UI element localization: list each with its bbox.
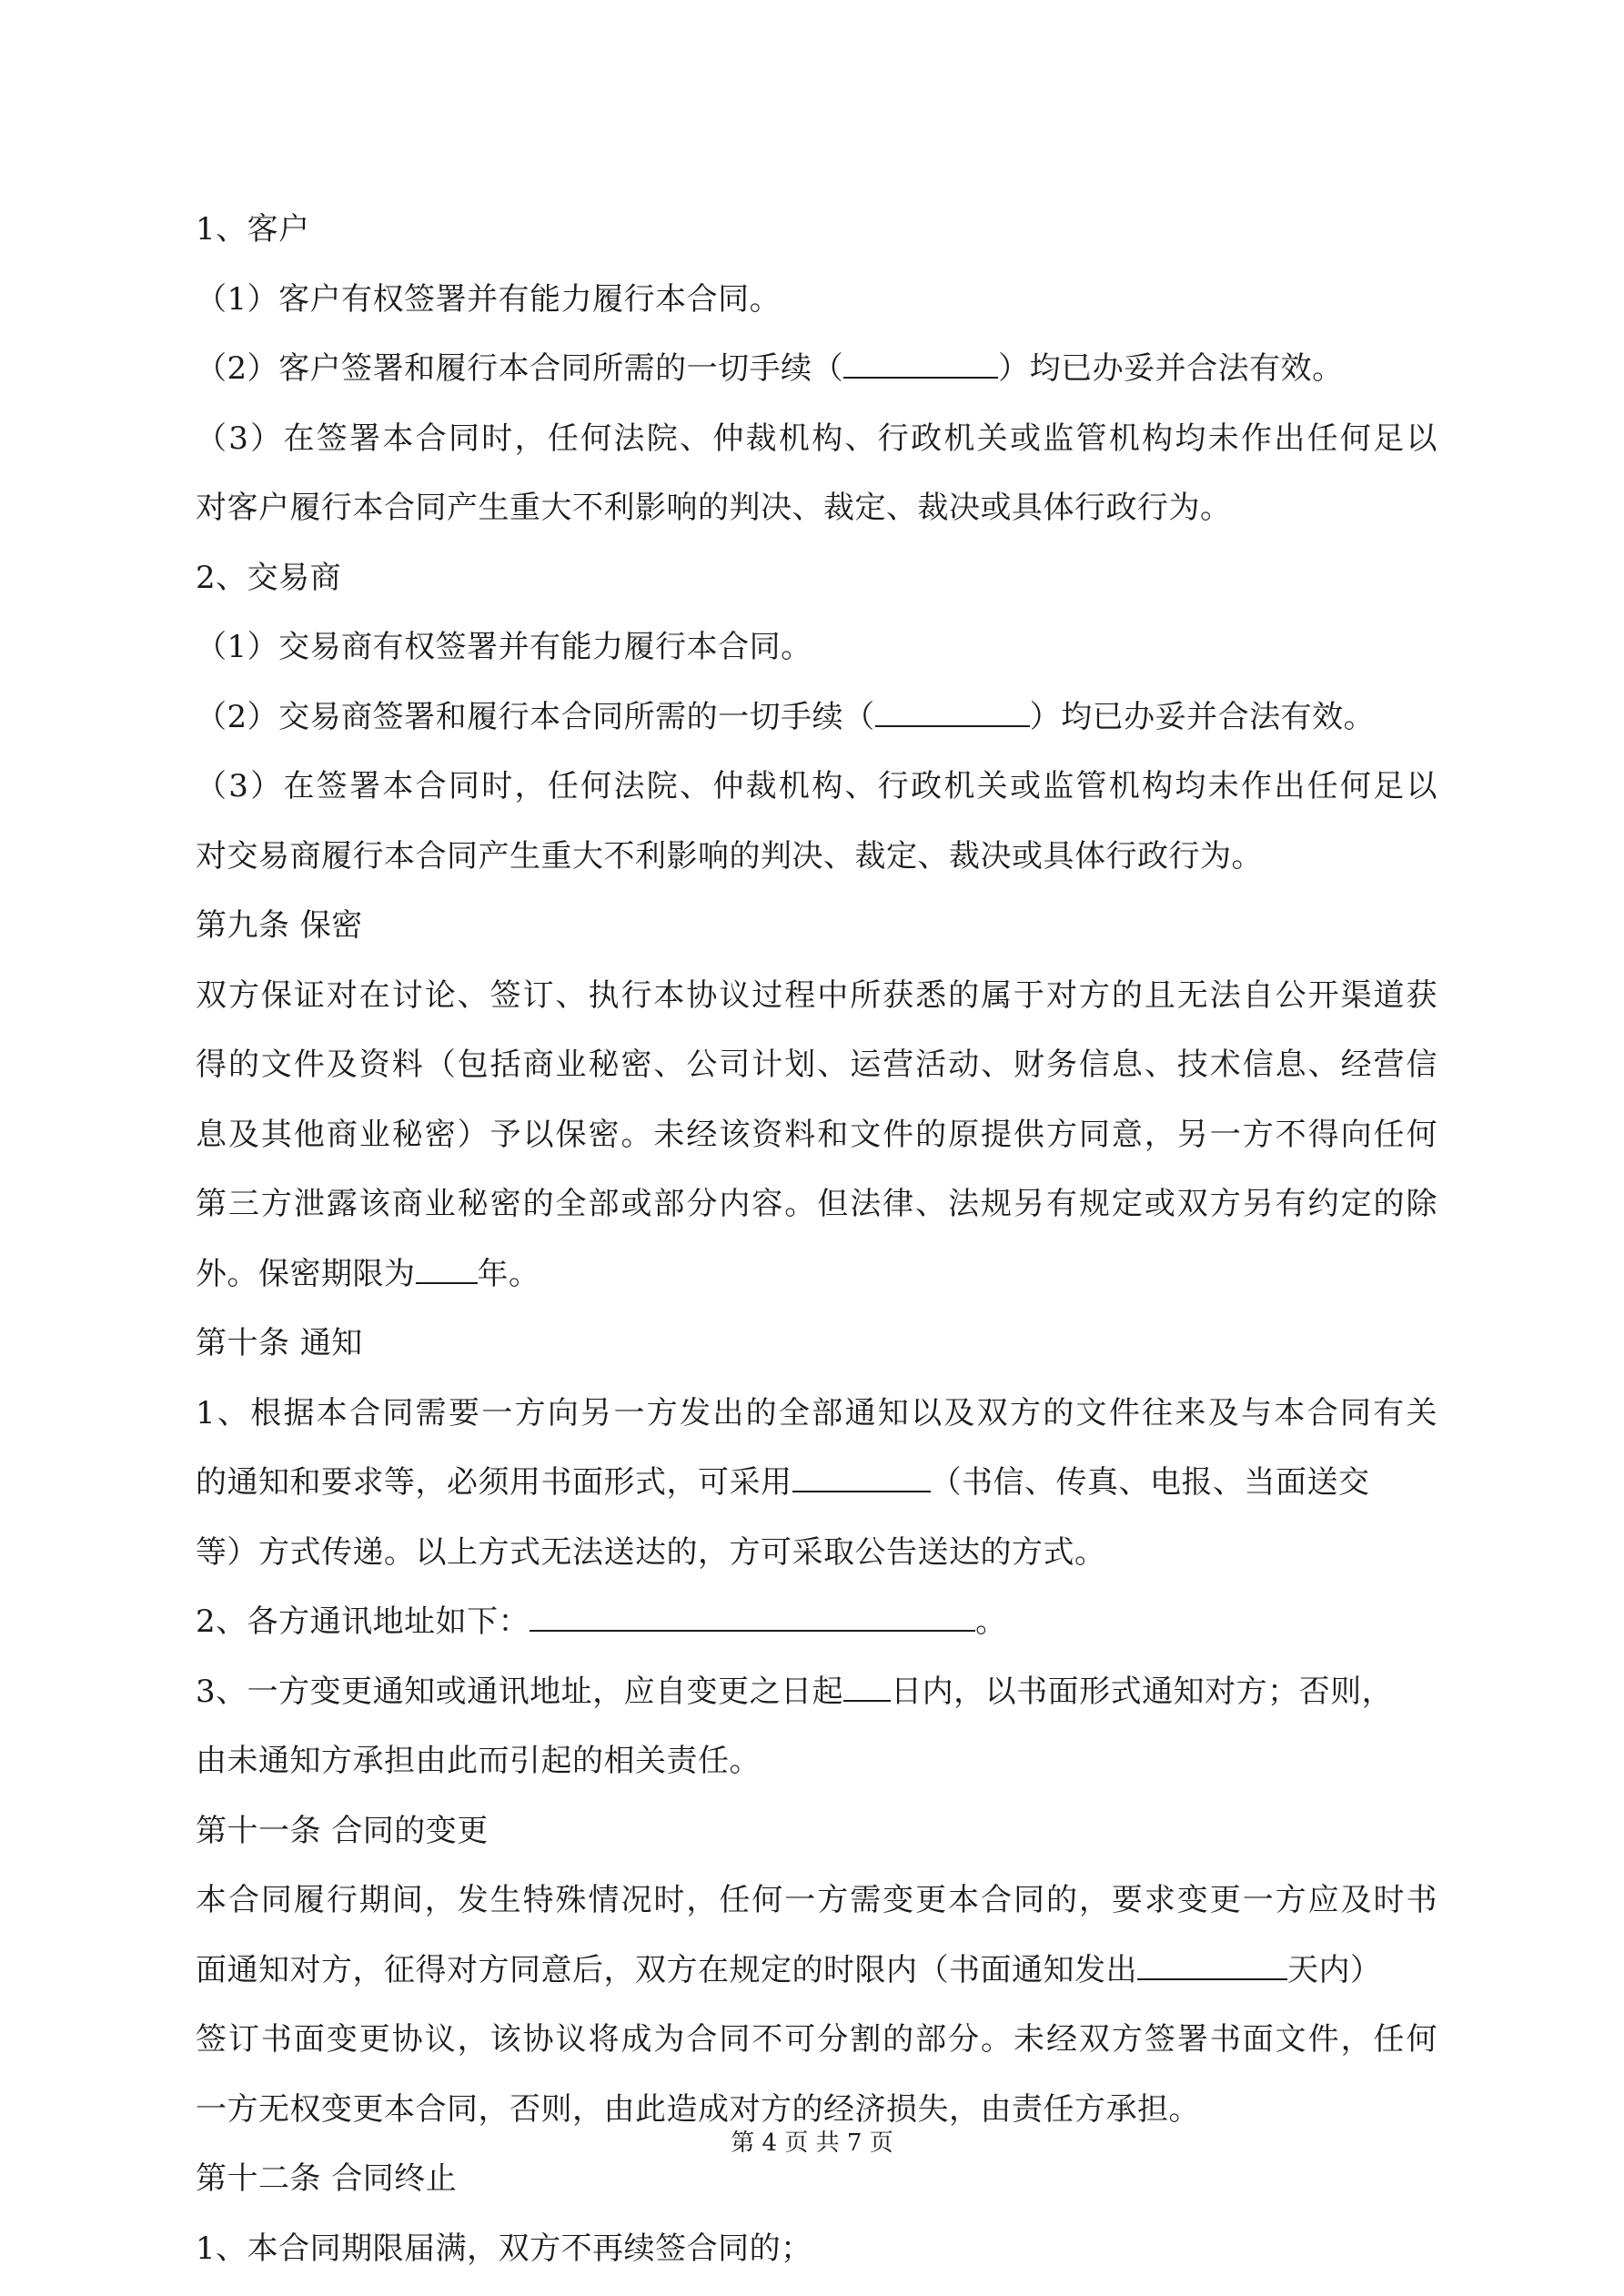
paragraph-line: 签订书面变更协议，该协议将成为合同不可分割的部分。未经双方签署书面文件，任何 bbox=[196, 2021, 1437, 2058]
section-heading-client: 1、客户 bbox=[196, 211, 310, 248]
paragraph-line: （1）交易商有权签署并有能力履行本合同。 bbox=[196, 629, 812, 665]
paragraph-line: 得的文件及资料（包括商业秘密、公司计划、运营活动、财务信息、技术信息、经营信 bbox=[196, 1047, 1437, 1083]
fill-blank bbox=[792, 1463, 931, 1492]
paragraph-line: 双方保证对在讨论、签订、执行本协议过程中所获悉的属于对方的且无法自公开渠道获 bbox=[196, 976, 1437, 1014]
paragraph-line: 1、本合同期限届满，双方不再续签合同的； bbox=[196, 2230, 812, 2267]
paragraph-line: 本合同履行期间，发生特殊情况时，任何一方需变更本合同的，要求变更一方应及时书 bbox=[196, 1882, 1437, 1918]
paragraph-line: 3、一方变更通知或通讯地址，应自变更之日起 日内，以书面形式通知对方；否则， bbox=[196, 1673, 1394, 1710]
fill-blank bbox=[1137, 1951, 1287, 1980]
fill-blank bbox=[843, 349, 998, 379]
paragraph-line: 等）方式传递。以上方式无法送达的，方可采取公告送达的方式。 bbox=[196, 1533, 1106, 1571]
paragraph-line: 一方无权变更本合同，否则，由此造成对方的经济损失，由责任方承担。 bbox=[196, 2090, 1200, 2128]
document-body bbox=[196, 200, 1437, 2289]
paragraph-line: （2）交易商签署和履行本合同所需的一切手续（ ）均已办妥并合法有效。 bbox=[196, 698, 1376, 735]
paragraph-line: 息及其他商业秘密）予以保密。未经该资料和文件的原提供方同意，另一方不得向任何 bbox=[196, 1116, 1437, 1153]
paragraph-line: 2、各方通讯地址如下： 。 bbox=[196, 1603, 1007, 1640]
article-heading-amendment: 第十一条 合同的变更 bbox=[196, 1812, 489, 1849]
fill-blank bbox=[530, 1603, 975, 1632]
paragraph-line: 由未通知方承担由此而引起的相关责任。 bbox=[196, 1743, 761, 1779]
paragraph-line: 外。保密期限为 年。 bbox=[196, 1255, 540, 1292]
paragraph-line: （3）在签署本合同时，任何法院、仲裁机构、行政机关或监管机构均未作出任何足以 bbox=[196, 768, 1437, 804]
paragraph-line: （3）在签署本合同时，任何法院、仲裁机构、行政机关或监管机构均未作出任何足以 bbox=[196, 420, 1437, 457]
article-heading-termination: 第十二条 合同终止 bbox=[196, 2160, 458, 2197]
section-heading-dealer: 2、交易商 bbox=[196, 559, 342, 596]
paragraph-line: 1、根据本合同需要一方向另一方发出的全部通知以及双方的文件往来及与本合同有关 bbox=[196, 1394, 1437, 1431]
article-heading-notice: 第十条 通知 bbox=[196, 1325, 363, 1361]
paragraph-line: （2）客户签署和履行本合同所需的一切手续（ ）均已办妥并合法有效。 bbox=[196, 350, 1344, 387]
paragraph-line: （1）客户有权签署并有能力履行本合同。 bbox=[196, 280, 782, 318]
article-heading-confidentiality: 第九条 保密 bbox=[196, 907, 363, 944]
paragraph-line: 对交易商履行本合同产生重大不利影响的判决、裁定、裁决或具体行政行为。 bbox=[196, 837, 1263, 875]
fill-blank bbox=[416, 1255, 478, 1284]
fill-blank bbox=[843, 1673, 891, 1702]
page-footer: 第 4 页 共 7 页 bbox=[731, 2129, 893, 2157]
paragraph-line: 第三方泄露该商业秘密的全部或部分内容。但法律、法规另有规定或双方另有约定的除 bbox=[196, 1186, 1437, 1222]
fill-blank bbox=[875, 698, 1030, 727]
paragraph-line: 面通知对方，征得对方同意后，双方在规定的时限内（书面通知发出 天内） bbox=[196, 1951, 1382, 1988]
paragraph-line: 对客户履行本合同产生重大不利影响的判决、裁定、裁决或具体行政行为。 bbox=[196, 490, 1232, 526]
paragraph-line: 的通知和要求等，必须用书面形式，可采用 （书信、传真、电报、当面送交 bbox=[196, 1464, 1370, 1501]
